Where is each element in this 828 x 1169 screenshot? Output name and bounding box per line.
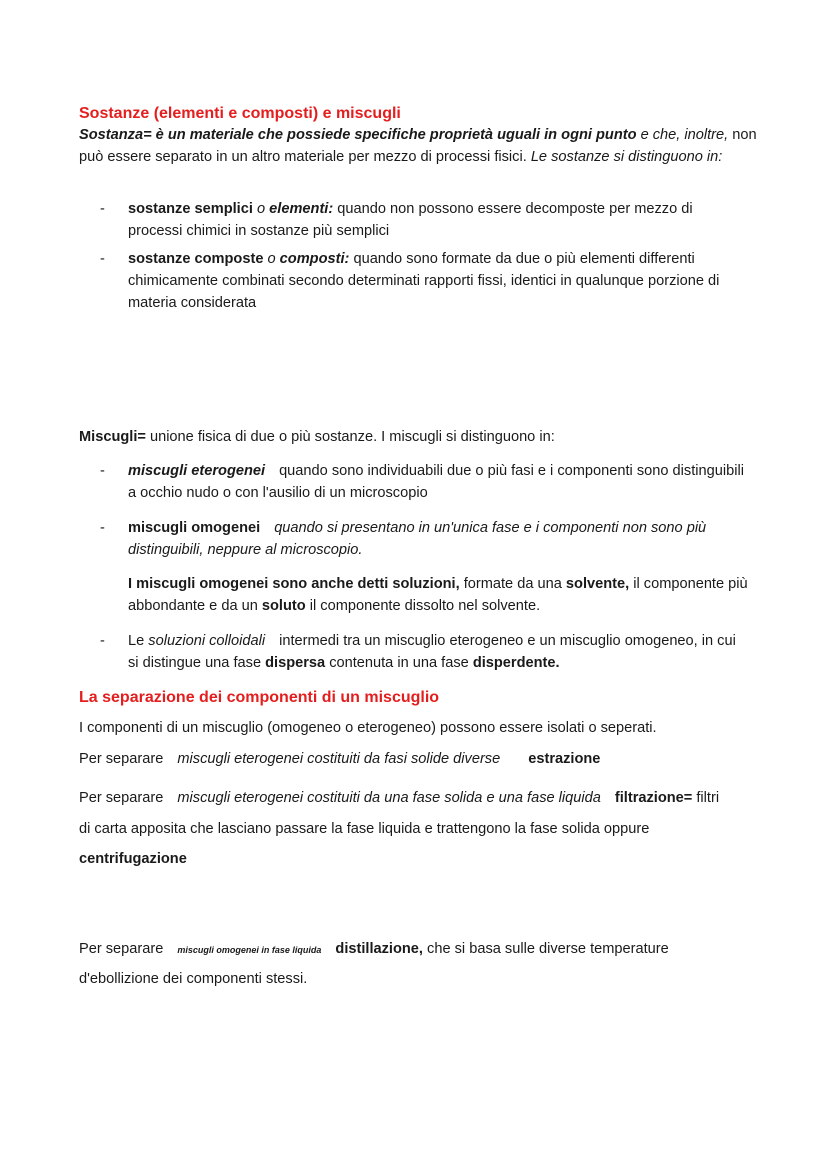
bullet-dash: -	[100, 520, 105, 536]
miscugli-def: unione fisica di due o più sostanze. I miscugli si distinguono in:	[145, 429, 555, 445]
term: sostanze composte	[128, 251, 264, 267]
list-item-sostanze-semplici	[100, 198, 750, 242]
note-text: il componente dissolto nel solvente.	[305, 598, 541, 614]
lead: Per separare	[79, 751, 164, 767]
def-rest: non può essere separato in un altro materiale per mezzo di processi fisici.	[79, 127, 757, 165]
list-item-sostanze-composte	[100, 248, 750, 314]
list-item-omogenei	[100, 517, 750, 561]
separazione-intro: I componenti di un miscuglio (omogeneo o eterogeneo) possono essere isolati o seperati.	[79, 720, 657, 736]
note-text: formate da una	[459, 576, 566, 592]
def-term: Sostanza=	[79, 127, 152, 143]
sostanza-definition	[79, 124, 759, 168]
def-bold-italic: è un materiale che possiede specifiche proprietà uguali in ogni punto	[151, 127, 637, 143]
bullet-dash: -	[100, 251, 105, 267]
soluzioni-note	[100, 573, 750, 617]
text: che si basa sulle diverse temperature	[422, 941, 669, 957]
term: miscugli eterogenei	[128, 463, 266, 479]
row-estrazione	[79, 748, 600, 770]
centrifugazione: centrifugazione	[79, 851, 187, 867]
row-filtrazione	[79, 787, 719, 809]
list-item-eterogenei	[100, 460, 750, 504]
solvente-term: solvente,	[565, 576, 630, 592]
method: distillazione,	[335, 941, 423, 957]
list-item-colloidali	[100, 630, 750, 674]
mix-type: miscugli eterogenei costituiti da una fase solida e una fase liquida	[177, 790, 601, 806]
miscugli-term: Miscugli=	[79, 429, 146, 445]
soluto-term: soluto	[261, 598, 306, 614]
conj: o	[252, 201, 270, 217]
text: intermedi tra un miscuglio eterogeneo e un miscuglio omogeneo, in cui si distingue una fase	[128, 633, 736, 671]
desc: quando sono individuabili due o più fasi e i componenti sono distinguibili a occhio nudo o con l'ausilio di un microscopio	[128, 463, 744, 501]
section-title-sostanze: Sostanze (elementi e composti) e miscugli	[79, 105, 401, 122]
bullet-dash: -	[100, 201, 105, 217]
desc: quando non possono essere decomposte per mezzo di processi chimici in sostanze più semplici	[128, 201, 693, 239]
disperdente-term: disperdente.	[472, 655, 560, 671]
conj: o	[263, 251, 280, 267]
desc: quando sono formate da due o più elementi differenti chimicamente combinati secondo determinati rapporti fissi, identici in qualunque porzione di materia considerata	[128, 251, 720, 311]
row-distillazione	[79, 938, 669, 961]
def-italic: e che, inoltre,	[636, 127, 729, 143]
mix-type: miscugli eterogenei costituiti da fasi solide diverse	[177, 751, 501, 767]
dispersa-term: dispersa	[265, 655, 326, 671]
text: contenuta in una fase	[325, 655, 473, 671]
term-alt: elementi:	[269, 201, 334, 217]
note-bold: I miscugli omogenei sono anche detti soluzioni,	[128, 576, 460, 592]
bullet-dash: -	[100, 463, 105, 479]
desc: quando si presentano in un'unica fase e i componenti non sono più distinguibili, neppure al microscopio.	[128, 520, 707, 558]
lead: Per separare	[79, 790, 164, 806]
term: soluzioni colloidali	[148, 633, 266, 649]
row-distillazione-cont: d'ebollizione dei componenti stessi.	[79, 971, 308, 987]
term: sostanze semplici	[128, 201, 253, 217]
note-text: il componente più abbondante e da un	[128, 576, 748, 614]
lead: Per separare	[79, 941, 164, 957]
miscugli-definition	[79, 426, 555, 448]
row-filtrazione-cont: di carta apposita che lasciano passare la fase liquida e trattengono la fase solida oppure	[79, 821, 650, 837]
term-alt: composti:	[279, 251, 350, 267]
method: filtrazione=	[614, 790, 693, 806]
mix-type: miscugli omogenei in fase liquida	[177, 945, 322, 955]
text: filtri	[692, 790, 720, 806]
bullet-dash: -	[100, 633, 105, 649]
term: miscugli omogenei	[128, 520, 261, 536]
method: estrazione	[528, 751, 601, 767]
def-italic-2: Le sostanze si distinguono in:	[526, 149, 723, 165]
section-title-separazione: La separazione dei componenti di un miscuglio	[79, 689, 440, 706]
text: Le	[128, 633, 149, 649]
